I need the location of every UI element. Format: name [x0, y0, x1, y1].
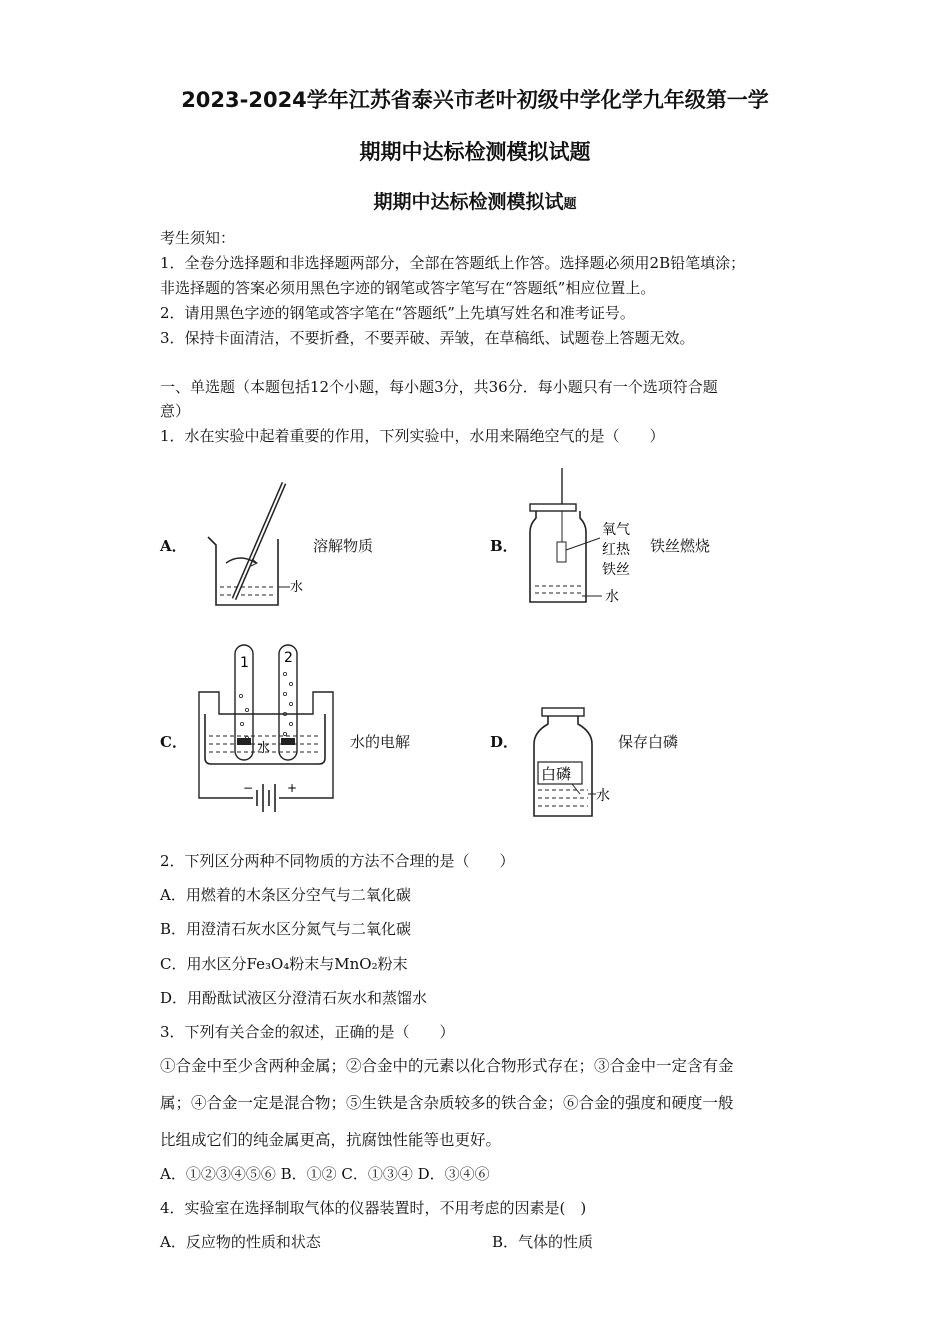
negative-terminal-label: − [243, 781, 254, 795]
water-label: 水 [605, 589, 619, 605]
q4-stem: 4．实验室在选择制取气体的仪器装置时，不用考虑的因素是( ) [160, 1199, 587, 1217]
tube-1-label: 1 [240, 655, 249, 671]
section-heading-cont: 意） [160, 402, 191, 420]
q2-option: C．用水区分Fe₃O₄粉末与MnO₂粉末 [160, 955, 408, 973]
iron-wire-label: 铁丝 [602, 562, 630, 578]
water-electrolysis-figure [195, 640, 345, 825]
notice-item: 1．全卷分选择题和非选择题两部分，全部在答题纸上作答。选择题必须用2B铅笔填涂； [160, 254, 746, 272]
q1-option-d-caption: 保存白磷 [618, 733, 679, 751]
q1-option-b-label: B． [490, 537, 518, 555]
q2-option: D．用酚酞试液区分澄清石灰水和蒸馏水 [160, 989, 428, 1007]
exam-title-line1: 2023-2024学年江苏省泰兴市老叶初级中学化学九年级第一学 [181, 88, 769, 112]
q3-body-line: ①合金中至少含两种金属；②合金中的元素以化合物形式存在；③合金中一定含有金 [160, 1057, 734, 1075]
q3-stem: 3．下列有关合金的叙述，正确的是（ ） [160, 1023, 455, 1041]
section-heading: 一、单选题（本题包括12个小题，每小题3分，共36分．每小题只有一个选项符合题 [160, 378, 718, 396]
white-phosphorus-bottle-figure [528, 704, 628, 824]
q1-option-c-label: C． [160, 733, 187, 751]
oxygen-label: 氧气 [602, 522, 630, 538]
q2-option: A．用燃着的木条区分空气与二氧化碳 [160, 886, 411, 904]
notice-item: 3．保持卡面清洁，不要折叠，不要弄破、弄皱，在草稿纸、试题卷上答题无效。 [160, 329, 695, 347]
exam-title-line2: 期期中达标检测模拟试题 [359, 140, 591, 164]
white-phosphorus-label: 白磷 [541, 765, 572, 783]
water-label: 水 [596, 788, 610, 804]
exam-subtitle-main: 期期中达标检测模拟试 [373, 191, 564, 213]
notice-item: 非选择题的答案必须用黑色字迹的钢笔或答字笔写在“答题纸”相应位置上。 [160, 279, 656, 297]
q1-option-a-caption: 溶解物质 [313, 537, 374, 555]
tube-2-label: 2 [284, 650, 293, 666]
notice-heading: 考生须知： [160, 229, 236, 247]
q4-option-a: A．反应物的性质和状态 [160, 1233, 321, 1251]
exam-subtitle-suffix: 题 [563, 197, 577, 212]
beaker-stirring-figure [200, 475, 310, 615]
q4-option-b: B．气体的性质 [492, 1233, 594, 1251]
q1-stem: 1．水在实验中起着重要的作用，下列实验中，水用来隔绝空气的是（ ） [160, 427, 665, 445]
q3-body-line: 属；④合金一定是混合物；⑤生铁是含杂质较多的铁合金；⑥合金的强度和硬度一般 [160, 1094, 734, 1112]
q1-option-c-caption: 水的电解 [350, 733, 411, 751]
positive-terminal-label: + [287, 781, 298, 795]
q2-option: B．用澄清石灰水区分氮气与二氧化碳 [160, 920, 412, 938]
notice-item: 2．请用黑色字迹的钢笔或答字笔在“答题纸”上先填写姓名和准考证号。 [160, 304, 635, 322]
water-label: 水 [290, 580, 304, 595]
q3-body-line: 比组成它们的纯金属更高，抗腐蚀性能等也更好。 [160, 1131, 502, 1149]
q1-option-b-caption: 铁丝燃烧 [650, 537, 711, 555]
q2-stem: 2．下列区分两种不同物质的方法不合理的是（ ） [160, 852, 515, 870]
red-hot-label: 红热 [602, 542, 630, 558]
exam-subtitle [0, 187, 950, 214]
q1-option-d-label: D． [490, 733, 519, 751]
iron-wire-combustion-figure [520, 468, 650, 613]
water-label: 水 [257, 741, 271, 756]
q3-options: A．①②③④⑤⑥ B．①② C．①③④ D．③④⑥ [160, 1165, 490, 1183]
q1-option-a-label: A． [160, 537, 187, 555]
